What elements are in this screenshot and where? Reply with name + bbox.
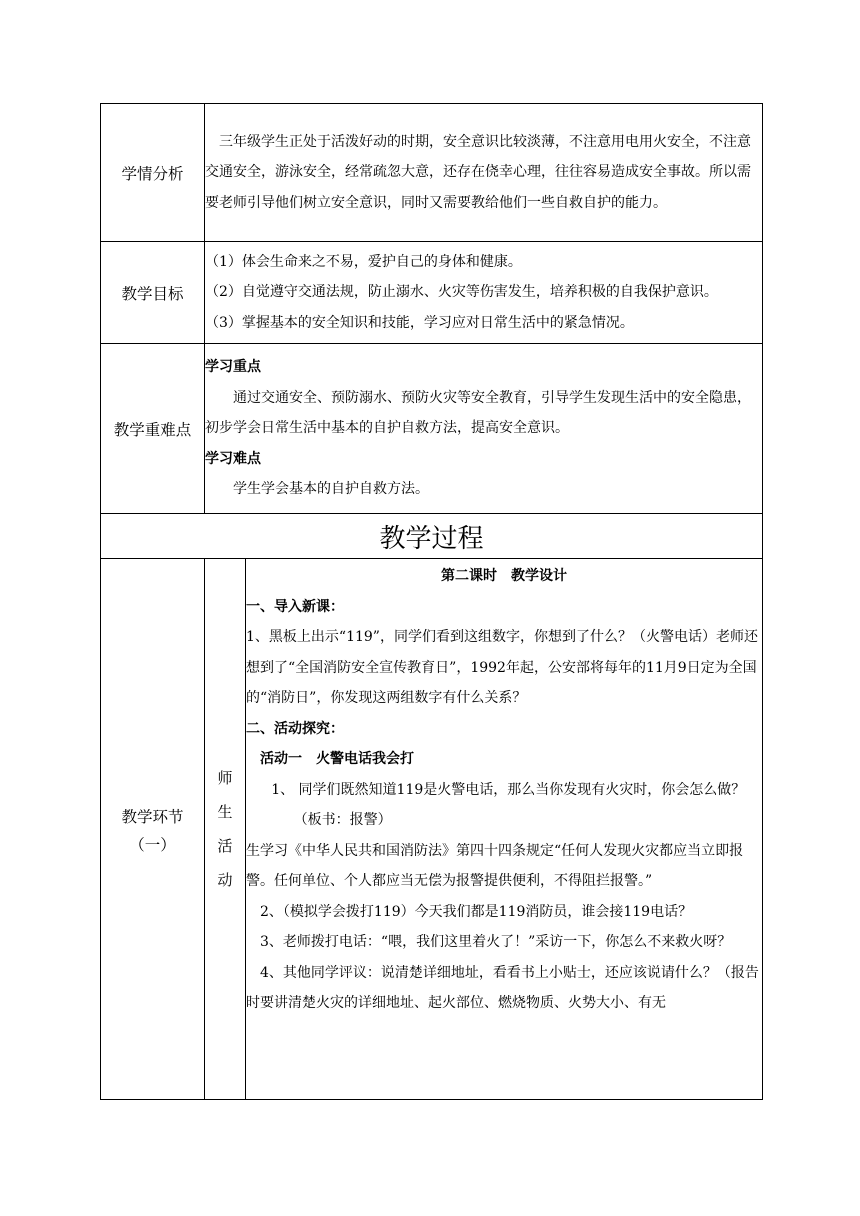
keypoints-row: [101, 344, 763, 514]
explore-title: 二、活动探究：: [246, 720, 344, 737]
difficulty-title: 学习难点: [205, 450, 261, 467]
stage-label-line2: （一）: [129, 836, 176, 854]
intro-title: 一、导入新课：: [246, 598, 344, 615]
goal-item: （3）掌握基本的安全知识和技能，学习应对日常生活中的紧急情况。: [205, 314, 634, 331]
analysis-row: [101, 104, 763, 242]
stage-label: [101, 559, 205, 1100]
goal-item: （2）自觉遵守交通法规，防止溺水、火灾等伤害发生，培养积极的自我保护意识。: [205, 284, 718, 301]
side-char: 师: [217, 769, 233, 787]
goals-cell: [205, 242, 763, 344]
activity-item-3: 3、老师拨打电话：“喂，我们这里着火了！”采访一下，你怎么不来救火呀？: [260, 934, 732, 950]
focus-text: 通过交通安全、预防溺水、预防火灾等安全教育，引导学生发现生活中的安全隐患，初步学会日常生活中基本的自护自救方法，提高安全意识。: [205, 389, 751, 437]
analysis-cell: [205, 104, 763, 242]
side-char: 生: [217, 803, 233, 821]
design-title: 第二课时 教学设计: [441, 568, 567, 584]
activity-item-4: 4、其他同学评议：说清楚详细地址，看看书上小贴士，还应该说请什么？（报告时要讲清楚火灾的详细地址、起火部位、燃烧物质、火势大小、有无: [246, 964, 759, 1011]
lesson-plan-table: [100, 103, 763, 1100]
activity1-title: 活动一 火警电话我会打: [260, 751, 414, 767]
law-text: 生学习《中华人民共和国消防法》第四十四条规定“任何人发现火灾都应当立即报警。任何单位、个人都应当无偿为报警提供便利，不得阻拦报警。”: [246, 842, 744, 889]
activity-item-1: 1、 同学们既然知道119是火警电话，那么当你发现有火灾时，你会怎么做？（板书：报警）: [271, 781, 746, 828]
activity-item-2: 2、（模拟学会拨打119）今天我们都是119消防员，谁会接119电话？: [260, 903, 693, 920]
goals-label: 教学目标: [101, 242, 205, 344]
process-title-row: [101, 514, 763, 559]
activity-side-label: [205, 559, 246, 1100]
difficulty-text: 学生学会基本的自护自救方法。: [233, 481, 429, 498]
keypoints-cell: [205, 344, 763, 514]
process-title: 教学过程: [101, 514, 763, 559]
goal-item: （1）体会生命来之不易，爱护自己的身体和健康。: [205, 253, 522, 270]
analysis-label: 学情分析: [101, 104, 205, 242]
stage-label-line1: 教学环节: [121, 808, 184, 826]
side-char: 动: [217, 871, 233, 889]
side-char: 活: [217, 837, 233, 855]
keypoints-label: 教学重难点: [101, 344, 205, 514]
goals-row: [101, 242, 763, 344]
stage-row: [101, 559, 763, 1100]
intro-text: 1、黑板上出示“119”，同学们看到这组数字，你想到了什么？（火警电话）老师还想到了“全国消防安全宣传教育日”，1992年起，公安部将每年的11月9日定为全国的“消防日”，你发现这两组数字有什么关系？: [246, 629, 758, 706]
analysis-text: 三年级学生正处于活泼好动的时期，安全意识比较淡薄，不注意用电用火安全，不注意交通安全，游泳安全，经常疏忽大意，还存在侥幸心理，往往容易造成安全事故。所以需要老师引导他们树立安全意识，同时又需要教给他们一些自救自护的能力。: [205, 133, 751, 211]
stage-content: [246, 559, 763, 1100]
focus-title: 学习重点: [205, 359, 261, 376]
